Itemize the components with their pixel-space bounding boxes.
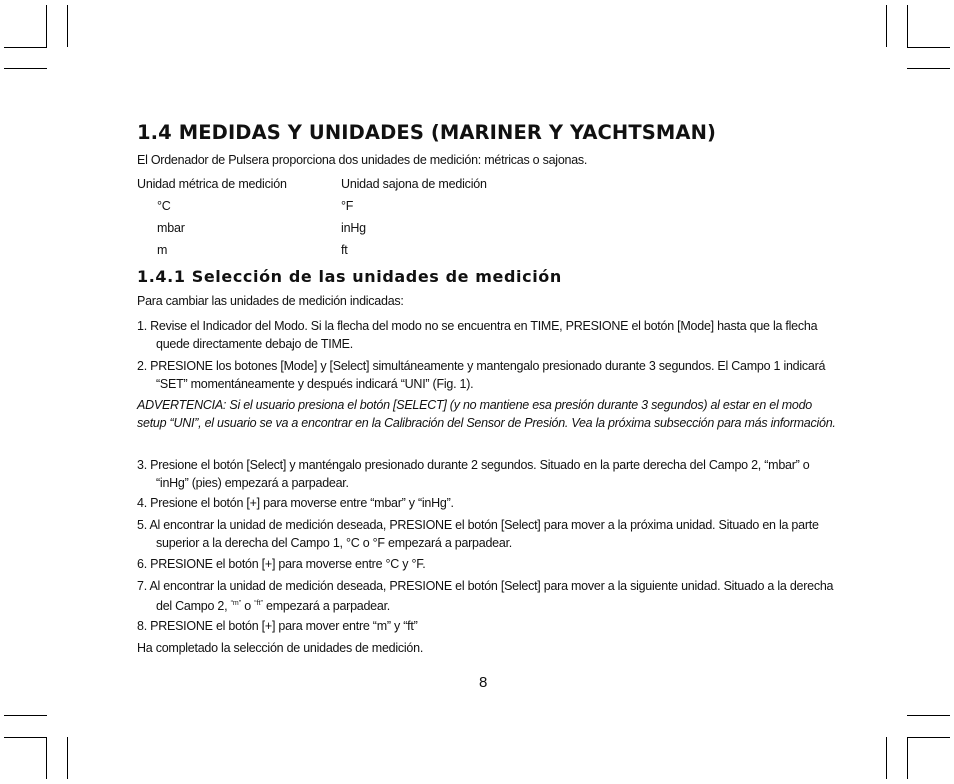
unit-metric-pressure: mbar [157,221,185,235]
crop-mark [4,47,47,48]
intro-text: El Ordenador de Pulsera proporciona dos unidades de medición: métricas o sajonas. [137,153,588,167]
crop-mark [4,68,47,69]
crop-mark [886,5,887,47]
step-7-unit-m: “m” [230,600,242,607]
step-6: 6. PRESIONE el botón [+] para moverse entre °C y °F. [137,557,426,571]
warning-note: ADVERTENCIA: Si el usuario presiona el botón [SELECT] (y no mantiene esa presión durante 3 segundos) al estar en el modo setup “UNI”, el usuario se va a encontrar en la Calibración del Sensor de Presión. Vea la próxima subsección para más información. [137,398,836,430]
step-5: 5. Al encontrar la unidad de medición deseada, PRESIONE el botón [Select] para mover a la próxima unidad. Situado en la parte superior a la derecha del Campo 1, °C o °F empezará a parpadear. [137,518,819,550]
crop-mark [67,737,68,779]
crop-mark [46,5,47,47]
crop-mark [4,715,47,716]
units-header-imperial: Unidad sajona de medición [341,177,487,191]
step-1: 1. Revise el Indicador del Modo. Si la flecha del modo no se encuentra en TIME, PRESIONE el botón [Mode] hasta que la flecha quede directamente debajo de TIME. [137,319,818,351]
page-number: 8 [479,674,488,691]
step-7-unit-ft: “ft” [254,600,263,607]
step-7-text: 7. Al encontrar la unidad de medición deseada, PRESIONE el botón [Select] para mover a la siguiente unidad. Situado a la derecha del Campo 2, [137,579,834,613]
crop-mark [67,5,68,47]
crop-mark [907,47,950,48]
page-title: 1.4 MEDIDAS Y UNIDADES (MARINER Y YACHTSMAN) [137,121,717,144]
closing-text: Ha completado la selección de unidades de medición. [137,641,424,655]
step-8: 8. PRESIONE el botón [+] para mover entre “m” y “ft” [137,619,418,633]
lead-text: Para cambiar las unidades de medición indicadas: [137,294,404,308]
step-2: 2. PRESIONE los botones [Mode] y [Select] simultáneamente y mantengalo presionado durante 3 segundos. El Campo 1 indicará “SET” momentáneamente y después indicará “UNI” (Fig. 1). [137,359,826,391]
unit-imperial-altitude: ft [341,243,348,257]
crop-mark [46,737,47,779]
crop-mark [907,715,950,716]
step-7-or: o [241,599,255,613]
step-3: 3. Presione el botón [Select] y manténgalo presionado durante 2 segundos. Situado en la parte derecha del Campo 2, “mbar” o “inHg” (pies) empezará a parpadear. [137,458,810,490]
section-subtitle: 1.4.1 Selección de las unidades de medición [137,267,562,286]
crop-mark [886,737,887,779]
step-4: 4. Presione el botón [+] para moverse entre “mbar” y “inHg”. [137,496,454,510]
step-7-end: empezará a parpadear. [262,599,391,613]
crop-mark [907,737,908,779]
units-header-metric: Unidad métrica de medición [137,177,287,191]
step-7 [137,577,837,615]
crop-mark [907,5,908,47]
unit-metric-altitude: m [157,243,168,257]
unit-metric-temp: °C [157,199,171,213]
crop-mark [907,737,950,738]
unit-imperial-temp: °F [341,199,354,213]
unit-imperial-pressure: inHg [341,221,366,235]
crop-mark [4,737,47,738]
crop-mark [907,68,950,69]
